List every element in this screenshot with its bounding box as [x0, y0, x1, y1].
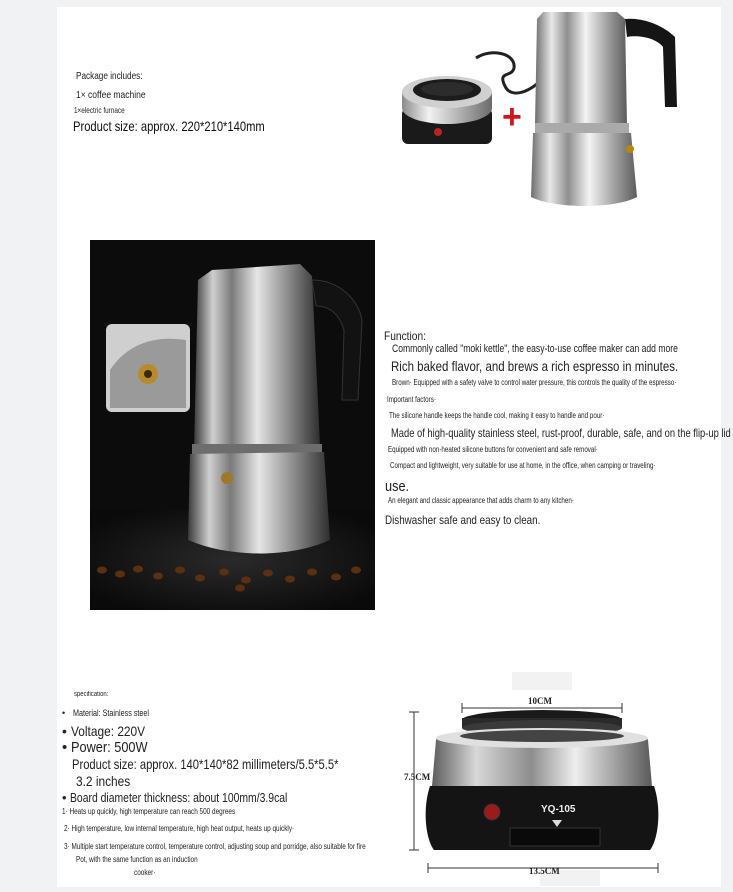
spec-power — [62, 739, 161, 756]
function-line — [392, 378, 733, 387]
spec-material — [62, 708, 168, 718]
spec-size-text-2: 3.2 inches — [76, 773, 131, 789]
function-title — [384, 329, 433, 343]
spec-feature-3-cont — [76, 855, 228, 864]
dimension-bottom-label: 13.5CM — [529, 866, 560, 876]
hot-plate-dimension-diagram — [400, 690, 670, 880]
package-item-1-text: 1× coffee machine — [76, 90, 146, 101]
package-product-size — [73, 118, 313, 134]
function-line-text: Made of high-quality stainless steel, rust-proof, durable, safe, and on the flip-up lid — [391, 426, 731, 440]
moka-pot-image — [525, 7, 685, 212]
spec-power-text: Power: 500W — [71, 739, 148, 756]
spec-feature-3b-text: Pot, with the same function as an induction — [76, 855, 198, 864]
bullet-icon: • — [62, 708, 66, 718]
function-line-text: Compact and lightweight, very suitable for use at home, in the office, when camping or traveling· — [390, 461, 656, 470]
function-line — [388, 445, 657, 454]
dimension-top-label: 10CM — [528, 696, 552, 706]
package-item-2-text: 1×electric furnace — [74, 106, 125, 115]
function-line — [391, 358, 733, 374]
function-line — [388, 496, 626, 505]
spec-voltage-text: Voltage: 220V — [70, 723, 145, 739]
package-item-electric-furnace — [74, 106, 137, 115]
spec-feature-2 — [64, 824, 352, 833]
function-line — [392, 343, 733, 355]
spec-size-text-1: Product size: approx. 140*140*82 millimeters/5.5*5.5* — [72, 756, 339, 772]
function-line — [391, 426, 733, 440]
function-line-text: Important factors· — [387, 395, 436, 404]
spec-material-text: Material: Stainless steel — [72, 708, 149, 718]
spec-board — [62, 790, 342, 805]
function-line — [390, 461, 730, 470]
function-line-text: The silicone handle keeps the handle cool, making it easy to handle and pour· — [389, 411, 605, 420]
plus-symbol: + — [502, 98, 522, 136]
bullet-icon: • — [62, 723, 67, 739]
spec-feature-3-text: 3· Multiple start temperature control, temperature control, adjusting soup and porridge, also suitable for fire — [64, 842, 366, 851]
function-line — [389, 411, 665, 420]
function-title-text: Function: — [384, 329, 426, 343]
spec-size-cont — [76, 773, 140, 789]
function-line — [385, 513, 574, 527]
function-line-text: Dishwasher safe and easy to clean. — [385, 513, 541, 527]
hot-plate-image — [396, 48, 546, 158]
spec-board-text: Board diameter thickness: about 100mm/3.9cal — [70, 790, 288, 805]
moka-pot-photo — [90, 240, 375, 610]
hot-plate-model-label: YQ-105 — [541, 804, 576, 815]
package-size-text: Product size: approx. 220*210*140mm — [73, 118, 265, 134]
function-line-text: Commonly called "moki kettle", the easy-to-use coffee maker can add more — [392, 343, 678, 355]
package-title — [76, 71, 157, 82]
spec-size — [72, 756, 405, 772]
bullet-icon: • — [62, 790, 67, 805]
spec-feature-3-end — [134, 868, 161, 877]
spec-feature-1-text: 1· Heats up quickly, high temperature can reach 500 degrees — [62, 807, 236, 816]
function-line-text: An elegant and classic appearance that adds charm to any kitchen· — [388, 496, 574, 505]
spec-feature-3c-text: cooker· — [134, 868, 156, 877]
package-item-coffee-machine — [76, 90, 158, 101]
package-title-text: Package includes: — [76, 71, 143, 82]
function-line — [385, 478, 413, 495]
spec-feature-3 — [64, 842, 441, 851]
spec-title — [74, 691, 114, 698]
function-line-text: Brown· Equipped with a safety valve to control water pressure, this controls the quality of the espresso· — [392, 378, 677, 387]
spec-voltage — [62, 723, 158, 739]
function-line — [387, 395, 450, 404]
function-line-text: Equipped with non-heated silicone buttons for convenient and safe removal· — [388, 445, 598, 454]
bullet-icon: • — [62, 739, 68, 756]
spec-feature-1 — [62, 807, 278, 816]
label-box-top — [512, 672, 572, 690]
spec-feature-2-text: 2· High temperature, low internal temperature, high heat output, heats up quickly· — [64, 824, 295, 833]
spec-title-text: specification: — [74, 691, 109, 698]
function-line-text: Rich baked flavor, and brews a rich espresso in minutes. — [391, 358, 679, 374]
function-line-text: use. — [385, 478, 410, 495]
dimension-height-label: 7.5CM — [404, 772, 431, 782]
